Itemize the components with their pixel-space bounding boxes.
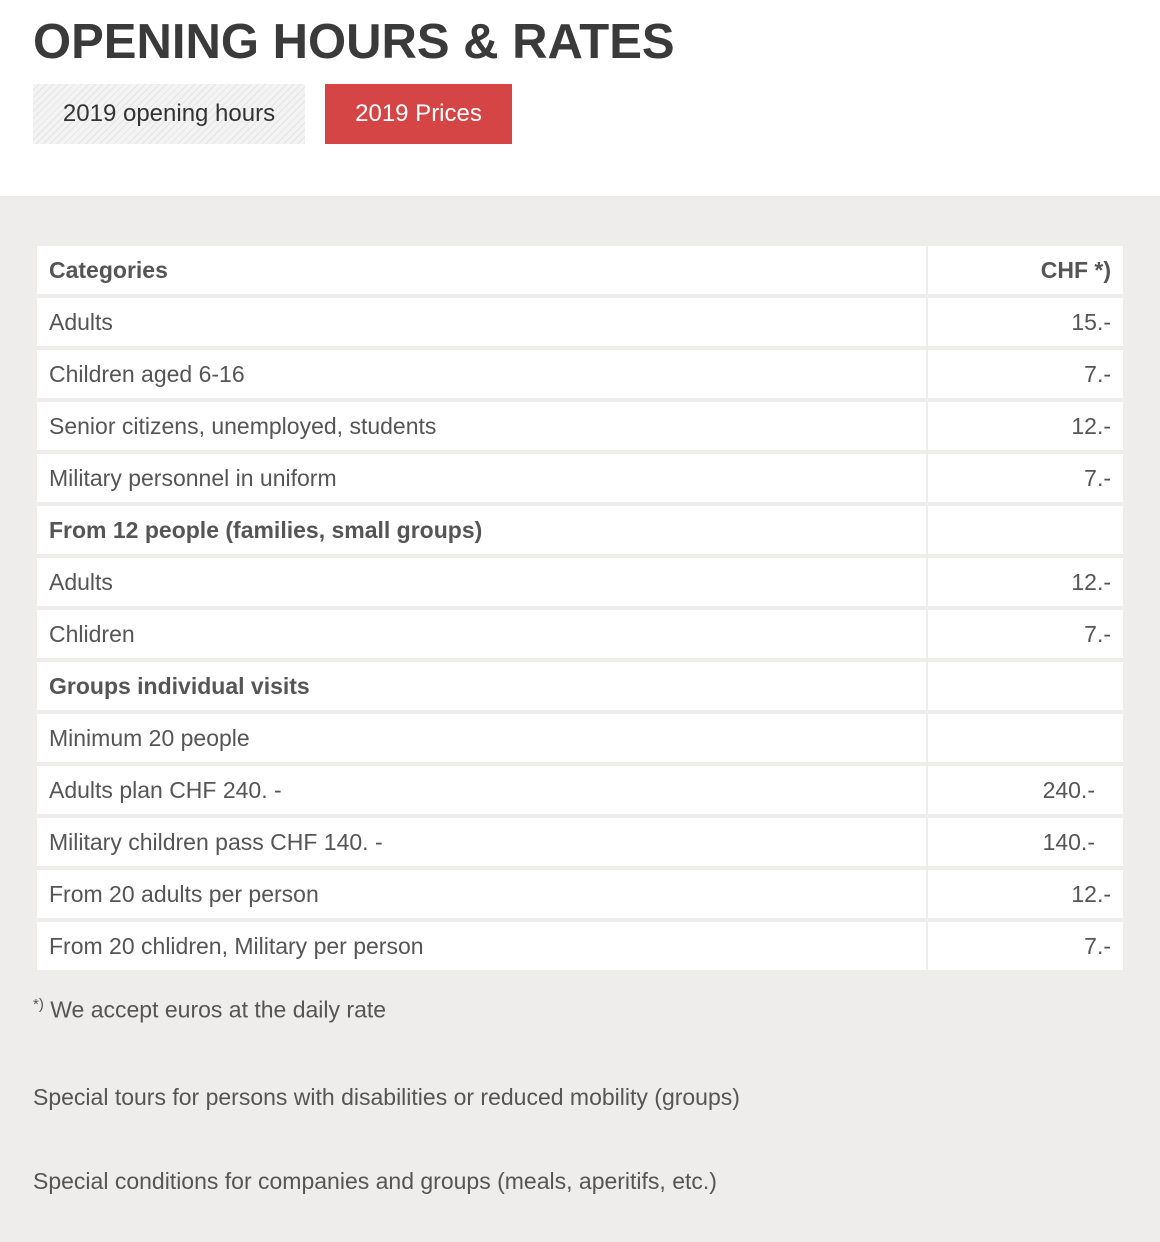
tab-prices[interactable]: 2019 Prices — [325, 84, 512, 144]
table-row — [37, 766, 1123, 814]
footnote-text: We accept euros at the daily rate — [43, 996, 387, 1023]
category-cell: Military children pass CHF 140. - — [37, 818, 926, 866]
category-cell: Chlidren — [37, 610, 926, 658]
category-cell: Adults plan CHF 240. - — [37, 766, 926, 814]
table-row — [37, 922, 1123, 970]
price-cell: 12.- — [928, 870, 1123, 918]
price-cell: 15.- — [928, 298, 1123, 346]
header-chf: CHF *) — [928, 246, 1123, 294]
price-cell — [928, 662, 1123, 710]
category-cell: Senior citizens, unemployed, students — [37, 402, 926, 450]
category-cell: Military personnel in uniform — [37, 454, 926, 502]
page-title: OPENING HOURS & RATES — [33, 15, 675, 69]
note-special-tours: Special tours for persons with disabilities or reduced mobility (groups) — [33, 1084, 740, 1110]
tab-opening-hours[interactable]: 2019 opening hours — [33, 84, 305, 144]
table-row — [37, 454, 1123, 502]
table-row — [37, 610, 1123, 658]
price-cell: 12.- — [928, 402, 1123, 450]
header-categories: Categories — [37, 246, 926, 294]
table-row — [37, 506, 1123, 554]
table-row — [37, 558, 1123, 606]
price-cell — [928, 714, 1123, 762]
category-cell: Groups individual visits — [37, 662, 926, 710]
category-cell: Children aged 6-16 — [37, 350, 926, 398]
table-row — [37, 402, 1123, 450]
table-header-row — [37, 246, 1123, 294]
category-cell: From 20 adults per person — [37, 870, 926, 918]
price-cell — [928, 506, 1123, 554]
footnote-mark: *) — [33, 996, 44, 1013]
category-cell: From 20 chlidren, Military per person — [37, 922, 926, 970]
category-cell: Minimum 20 people — [37, 714, 926, 762]
price-cell: 140.- — [928, 818, 1123, 866]
page-header — [0, 0, 1160, 196]
price-cell: 7.- — [928, 610, 1123, 658]
footnote — [33, 996, 386, 1024]
table-row — [37, 350, 1123, 398]
note-special-conditions: Special conditions for companies and groups (meals, aperitifs, etc.) — [33, 1168, 717, 1194]
price-cell: 12.- — [928, 558, 1123, 606]
table-row — [37, 818, 1123, 866]
price-cell: 7.- — [928, 454, 1123, 502]
table-row — [37, 298, 1123, 346]
price-cell: 240.- — [928, 766, 1123, 814]
price-table — [35, 242, 1125, 974]
table-row — [37, 662, 1123, 710]
price-cell: 7.- — [928, 350, 1123, 398]
table-row — [37, 714, 1123, 762]
table-row — [37, 870, 1123, 918]
category-cell: From 12 people (families, small groups) — [37, 506, 926, 554]
category-cell: Adults — [37, 558, 926, 606]
prices-panel — [0, 196, 1160, 1242]
price-cell: 7.- — [928, 922, 1123, 970]
tab-bar — [33, 84, 512, 144]
category-cell: Adults — [37, 298, 926, 346]
